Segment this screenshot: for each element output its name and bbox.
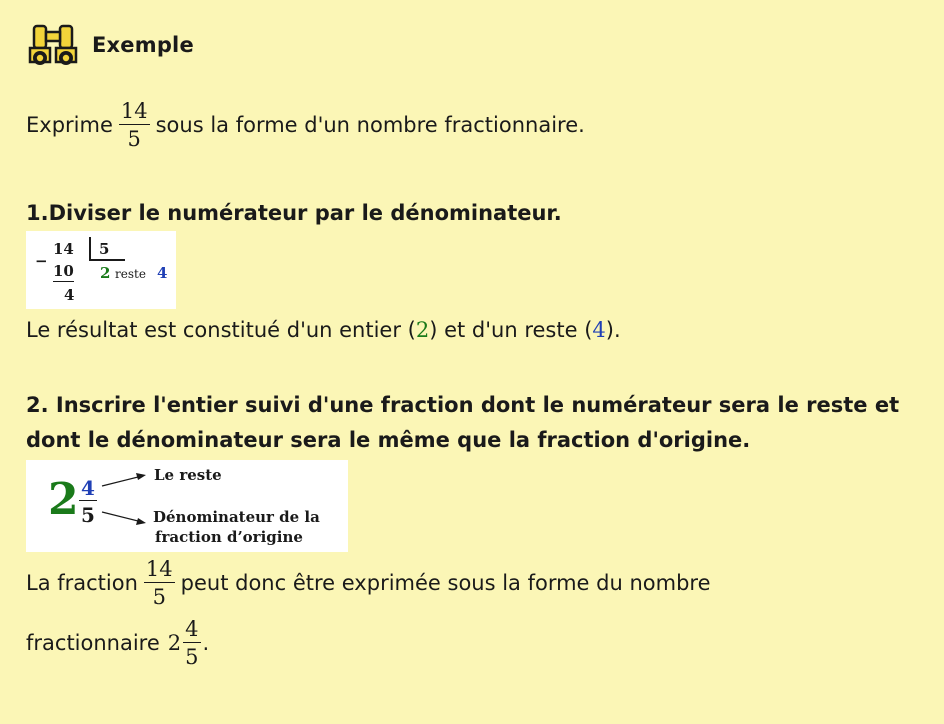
conclusion-period: .: [202, 631, 210, 656]
mixed-number-diagram: [26, 460, 348, 552]
step1-result: [26, 318, 621, 342]
remainder: 4: [64, 286, 75, 304]
result-reste: 4: [592, 318, 606, 342]
binoculars-icon: [26, 22, 80, 68]
example-title: Exemple: [92, 33, 194, 57]
fraction-denominator: 5: [185, 645, 199, 670]
result-text-2: ) et d'un reste (: [429, 318, 593, 342]
diagram-whole: 2: [48, 474, 79, 525]
intro-text-after: sous la forme d'un nombre fractionnaire.: [155, 113, 585, 138]
example-header: [26, 22, 194, 68]
fraction-denominator: 5: [152, 585, 166, 610]
long-division-diagram: [26, 231, 176, 309]
division-vertical-bar: [89, 237, 91, 261]
step1-title: 1.Diviser le numérateur par le dénominateur.: [26, 201, 562, 225]
conclusion-text-3: fractionnaire: [26, 631, 160, 656]
minus-sign: −: [35, 252, 48, 270]
result-entier: 2: [415, 318, 430, 342]
division-horizontal-bar: [89, 259, 125, 261]
result-text-1: Le résultat est constitué d'un entier (: [26, 318, 416, 342]
divisor: 5: [99, 240, 110, 258]
intro-text-before: Exprime: [26, 113, 113, 138]
fraction-numerator: 14: [119, 100, 150, 125]
conclusion-line2: [26, 618, 209, 668]
diagram-numerator: 4: [81, 476, 95, 500]
label-denominateur-2: fraction d’origine: [155, 528, 303, 546]
reste-value: 4: [157, 264, 168, 282]
fraction-denominator: 5: [127, 127, 141, 152]
label-reste: Le reste: [154, 466, 222, 484]
intro-fraction: [119, 100, 150, 150]
subtrahend: 10: [53, 262, 74, 280]
mixed-fraction: [183, 618, 200, 668]
dividend: 14: [53, 240, 74, 258]
fraction-numerator: 14: [144, 558, 175, 583]
step2-title-line1: 2. Inscrire l'entier suivi d'une fraction dont le numérateur sera le reste et: [26, 393, 900, 417]
label-denominateur-1: Dénominateur de la: [153, 508, 320, 526]
quotient: 2: [100, 264, 111, 282]
mixed-whole: 2: [167, 631, 182, 656]
conclusion-line1: [26, 558, 711, 608]
conclusion-text-1: La fraction: [26, 571, 138, 596]
conclusion-text-2: peut donc être exprimée sous la forme du nombre: [180, 571, 711, 596]
result-text-3: ).: [605, 318, 621, 342]
intro-line: [26, 100, 585, 150]
diagram-denominator: 5: [81, 503, 95, 527]
step2-title-line2: dont le dénominateur sera le même que la fraction d'origine.: [26, 428, 751, 452]
conclusion-fraction: [144, 558, 175, 608]
reste-word: reste: [115, 267, 146, 281]
fraction-numerator: 4: [183, 618, 200, 643]
